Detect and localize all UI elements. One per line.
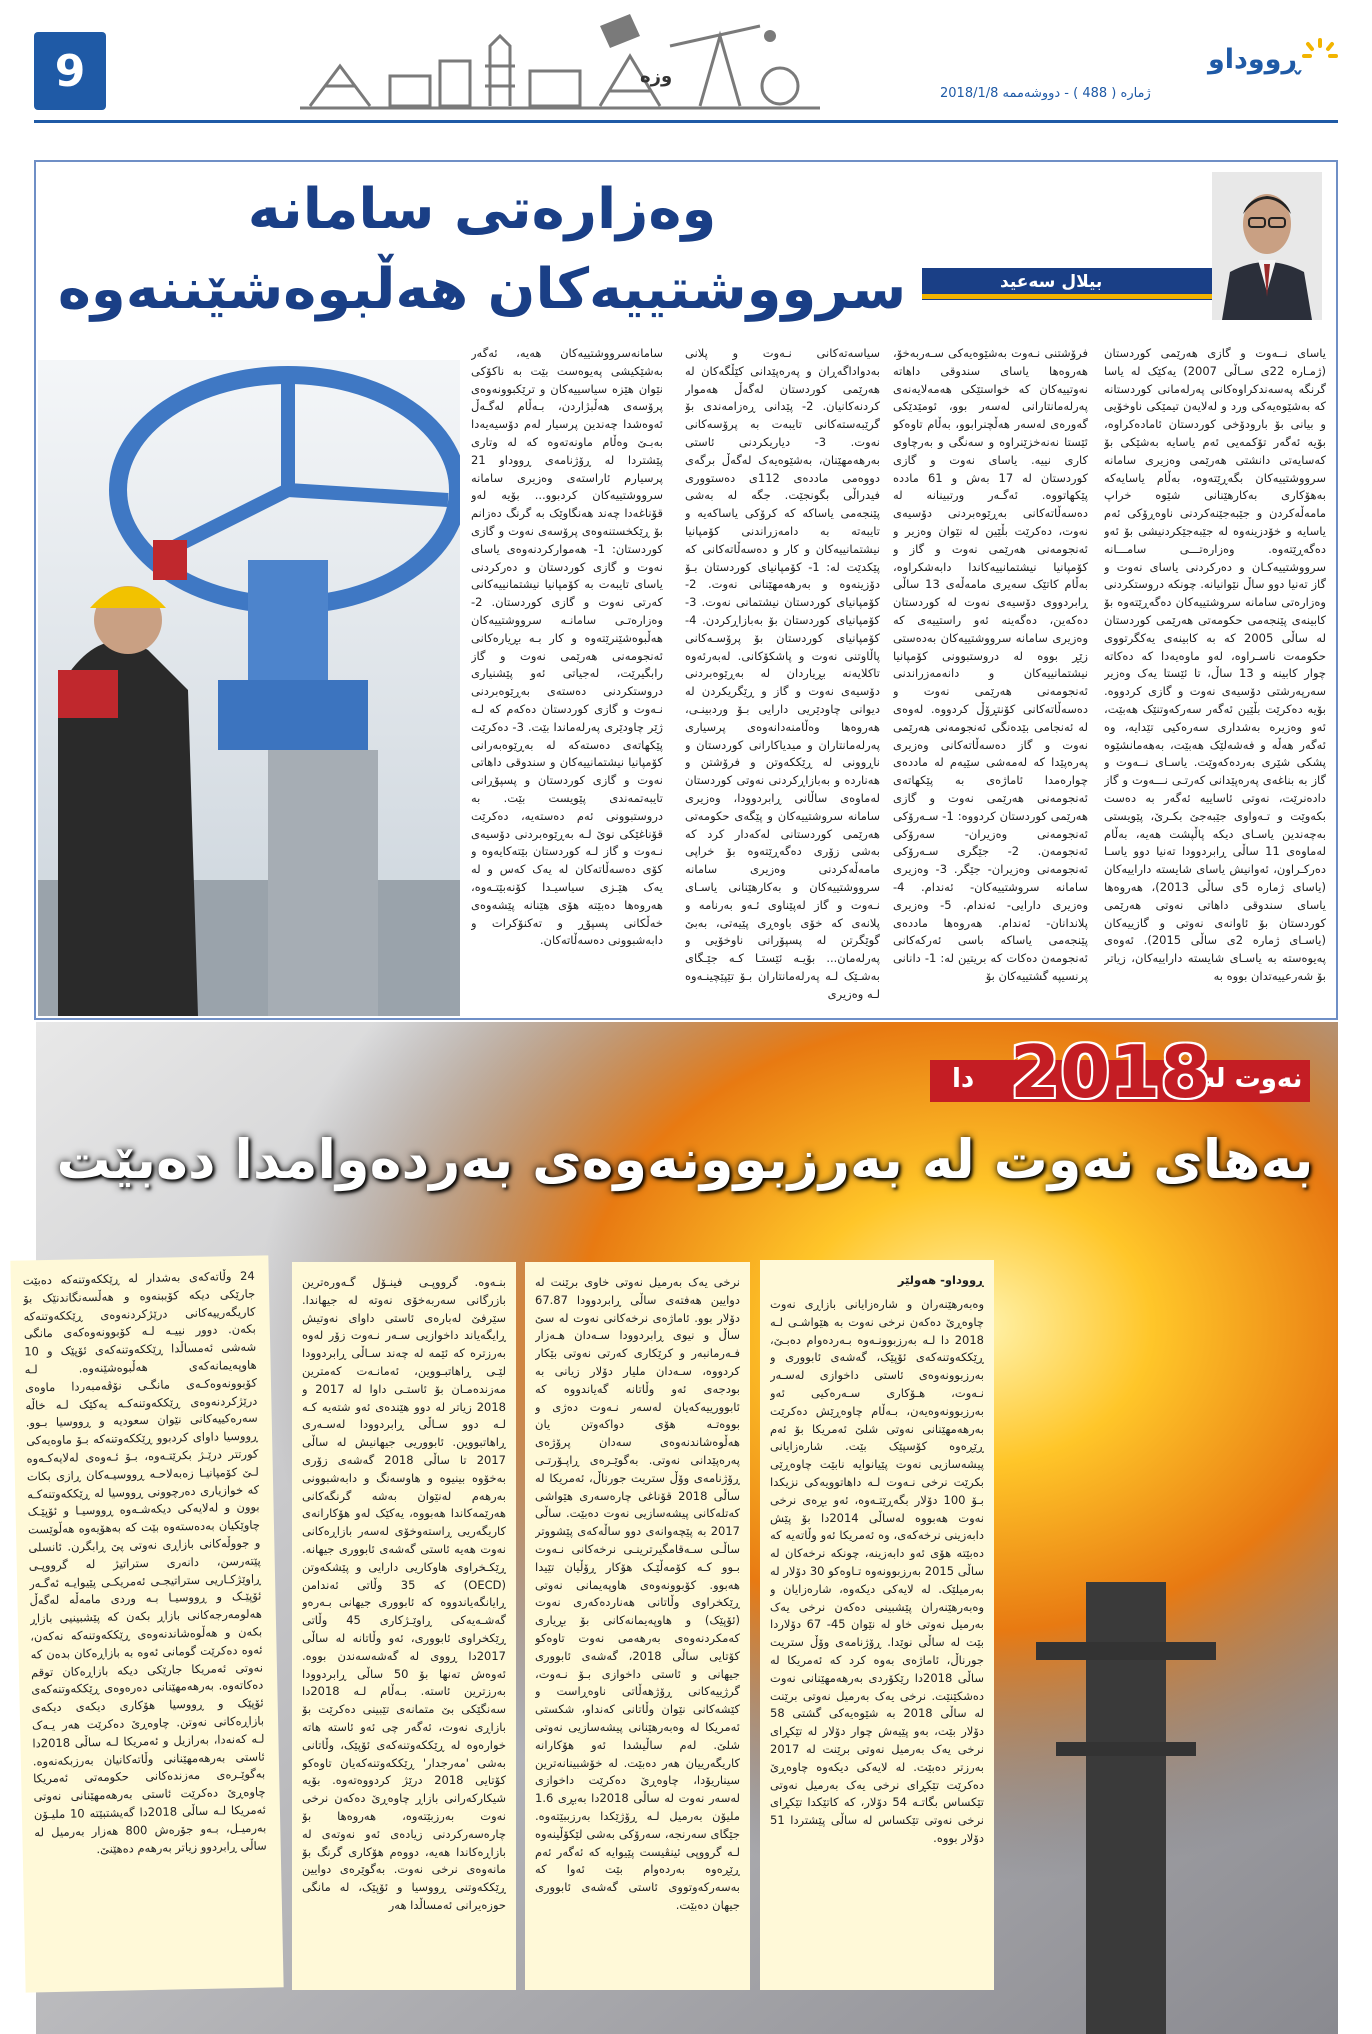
article-1-column-1: یاسای نــەوت و گازی هەرێمی کوردستان (ژمـارە 22ی سـاڵی 2007) یەکێک لە یاسا گرنگە پەسەندکراوەکانی پەرلەمانی کوردستانە کە بەشێوەیەکی ورد و لەلایەن تیمێکی ناوخۆیی و بیانی بۆ بارودۆخی کوردستان ئامادەکراوە، بۆیە ئەگەر تۆکمەیی ئەم یاسایە بەشێکی بۆ کەسایەتی دانشتی هەرێمی وەزیری سامانە سرووشتییەکان بگەڕێتەوە، بەڵام یاسایەکە بەهۆکاری بەکارهێنانی شێوە خراپ مامەڵەکردن و جێبەجێنەکردنی ناوەڕۆکی ئەم یاسایە و خۆدزینەوە لە جێبەجێکردنیشی بۆ ئەو دەگەڕێتەوە. وەزارەتـــی سامـــانە سرووشتییەکـان و دەرکردنی یاسای نەوت و گاز تەنیا دوو ساڵ نێوانیانە. چونکە دروستکردنی وەزارەتی سامانە سروشتییەکان دەگەڕێتەوە بۆ کابینەی پێنجەمی حکومەتی هەرێمی کوردستان لە ساڵی 2005 کە بە کابینەی یەکگرتووی حکومەت ناسـراوە، لەو ماوەیەدا کە دەکاتە چوار کابینە و 13 ساڵ، تا ئێستا یەک وەزیر سەرپەرشتی دۆسیەی نەوت و گازی کردووە. بۆیە دەکرێت بڵێین ئەگەر سەرکەوتنێک هەبێت، ئەو وەزیرە بەشداری سەرەکیی تێدایە، وە ئەگەر هەڵە و فەشەلێک هەبێت، بەهەمانشێوە پشکی شێری بەردەکەوێت. یاسـای نــەوت و گاز بە بناغەی پەرەپێدانی کەرتـی نـــەوت و گاز دادەنرێت، نەوتی ئاساییە ئەگەر بە دەست بکەوێت و تـەواوی جێبەجێ بکـرێ، پێویستی بەچەندین یاسـای دیکە پاڵپشت هەیە، بەڵام لەماوەی 11 ساڵی ڕابردوودا تەنیا دوو یاسـا دەرکـراون، ئەوانیش یاسای شایستە داراییەکان (یاسای ژمارە 5ی ساڵی 2013)، هەروەها یاسای سندوقی داهاتی نەوتی هەرێمی کوردستان بۆ ئاوانەی نەوتی و گازییەکان (یاسـای ژمارە 2ی ساڵی 2015). ئەوەی پەیوەستە بە یاسـای شایستە داراییەکان، زیاتر بۆ شەرعییەتدان بووە بە	[1104, 346, 1326, 983]
article-1-column-2: فرۆشتنی نـەوت بەشێوەیەکی سـەربەخۆ، هەروەها یاسای سندوقی داهاتە نەوتییەکان کە خواستێکی هەمەلایەنەی پەرلەمانتارانی لەسەر بوو، ئومێدێکی گەورەی لەسەر هەڵچنرابوو، بەڵام تاوەکو ئێستا نەنەخزێنراوە و سەنگی و بەرچاوی کاری نییە. یاسای نەوت و گازی کوردستان لە 17 بەش و 61 ماددە پێکهاتووە. ئەگـەر ورتبینانە لە دەسەڵاتەکانی بەڕێوەبردنی دۆسیەی نەوت، دەکرێت بڵێین لە نێوان وەزیر و ئەنجومەنی هەرێمی نەوت و گاز و کۆمپانیا نیشتمانییەکاندا دابەشکراوە، بەڵام کاتێک سەیری مامەڵەی 13 ساڵی ڕابردووی دۆسیەی نەوت لە کوردستان دەکەین، دەگەینە ئەو راستییەی کە وەزیری سامانە سرووشتییەکان بەدەستی زێڕ بووە لە دروستبوونی کۆمپانیا نیشتمانییەکان و دانەمەزراندنی ئەنجومەنی هەرێمی نەوت و دەسەڵاتەکانی کۆنتڕۆڵ کردووە. لەوەی لە ئەنجامی بێدەنگی ئەنجومەنی هەرێمی نەوت و گاز دەسەڵاتەکانی وەزیری پەرەپێدا کە لەمەشی سێیەم لە ماددەی چوارەمدا ئاماژەی بە پێکهاتەی ئەنجومەنی هەرێمی نەوت و گازی هەرێمی کوردستان کردووە: 1- سـەرۆکی ئەنجومەنی وەزیران- سەرۆکی ئەنجومەن. 2- جێگری سـەرۆکی ئەنجومەنی وەزیران- جێگر. 3- وەزیری سامانە سروشتییەکان- ئەندام. 4- وەزیری دارایی- ئەندام. 5- وەزیری پلاندانان- ئەندام. هەروەها ماددەی پێنجەمی یاساکە باسی ئەرکەکانی ئەنجومەن دەکات کە بریتین لە: 1- دانانی پرنسیپە گشتییەکان بۆ	[893, 346, 1088, 983]
header-rule	[34, 120, 1338, 123]
article-2-column-1: وەبەرهێنەران و شارەزایانی بازاڕی نەوت چاوەڕێ دەکەن نرخی نەوت بە هێواشـی لـە 2018 دا لـە بەرزبوونـەوە بـەردەوام دەبـێ، ڕێککەوتنەکەی ئۆپێک، گەشەی ئابووری و بەرزبوونەوەی ئاستی داخوازی لەسـەر نـەوت، هـۆکاری سـەرەکیی ئەو بەرزبوونەوەیەن، بـەڵام چاوەڕێش دەکرێت بەرهەمهێنانی نەوتی شلێ ئەمریکا بۆ ئەم ڕێڕەوە کۆسپێک بێت. شارەزایانی پیشەسازیی نەوت پێیانوایە نابێت چاوەڕێی بکرێت نرخی نـەوت لـە داهاتوویەکی نزیکدا بـۆ 100 دۆلار بگەڕێتـەوە، ئەو بڕەی نرخی نەوت هەبووە لەساڵی 2014دا بۆ پێش دابەزینی نرخەکەی، وە ئەمریکا ئەو وڵاتەیە کە دەبێتە هۆی ئەو دابەزینە، چونکە نرخەکان لە ساڵی 2015 بەرزبوونەوە تـاوەکو 30 دۆلار لە بەرمیلێک. لە لایەکی دیکەوە، شارەزایان و وەبەرهێنەران پێشبینی دەکەن نرخی یەک بەرمیل نەوتی خاو لە نێوان 45- 67 دۆلاردا بێت لە ساڵی نوێدا. ڕۆژنامەی وۆڵ ستریت جورناڵ، ئاماژەی بەوە کرد کە ئەمریکا لە ساڵی 2018دا رێکۆردی بەرهەمهێنانی نەوت دەشکێنێت. نرخی یەک بەرمیل نەوتی برێنت لە ساڵی 2018 بە شێوەیەکی گشتی 58 دۆلار بێت، بەو پێیەش چوار دۆلار لە تێکڕای نرخی یەک بەرمیل نەوتی برێنت لە 2017 بەرزتر دەبێت. لە لایەکی دیکەوە چاوەڕێ دەکرێت تێکڕای نرخی یەک بەرمیل نەوتی تێکساس بگاتـە 54 دۆلار، کە کاتێکدا تێکڕای نرخی نەوتی تێکساس لە ساڵی پێشتردا 51 دۆلار بووە.	[770, 1297, 984, 1845]
article-2-byline: ڕووداو- هەولێر	[897, 1273, 984, 1287]
section-label: وزه	[640, 66, 673, 87]
author-name: بیلال سەعید	[1000, 272, 1103, 292]
article-2-column-3: بنـەوە. گرووپـی فینـۆل گـەورەترین بازرگانی سەربەخۆی نەوتە لە جیهاندا. سێرفێ لەبارەی ئاستی داوای نەوتیش ڕایگەیاند داخوازیی سـەر نـەوت زۆر لەوە بەرزترە کە ئێمە لە چەند سـاڵی ڕابردوودا لێـی ڕاهاتبـووین، ئەمانـەت کەمترین مەزندەمـان بۆ ئاستـی داوا لە 2017 و 2018 زیاتر لە دوو هێندەی ئەو شتەیە کـە لـە دوو سـاڵی ڕابردوودا لەسـەری ڕاهاتبووین. ئابووریی جیهانیش لە ساڵی 2017 تا ساڵی 2018 گەشەی زۆری بەخۆوە بینیوە و هاوسەنگ و دابەشبوونی بەرهەم لەنێوان بەشە گرنگەکانی هەرێمەکاندا هەبووە، یەکێک لەو هۆکارانەی کاریگەریی ڕاستەوخۆی لەسەر بازاڕەکانی نەوت هەیە ئاستی گەشەی ئابووری جیهانە. ڕێکـخراوی هاوکاریی دارایی و پێشکەوتن (OECD) کە 35 وڵاتی ئەندامن ڕایانگەیاندووە کە ئابووری جیهانی بـەرەو گەشـەیەکی ڕاوێـژکاری 45 وڵاتی ڕێکخراوی ئابووری، ئەو وڵاتانە لە ساڵی 2017دا ڕووی لە گەشەسەندن بووە. ئەوەش تەنها بۆ 50 ساڵی ڕابردوودا بەرزترین ئاستە. بـەڵام لـە 2018دا سەنگێکی بێ متمانەی تێبینی دەکرێت بۆ بازاڕی نەوت، ئەگەر چی ئەو ئاستە هاتە خوارەوە لە ڕێککەوتنەکەی ئۆپێک، وڵاتانی بەشی 'مەرجدار' ڕێککەوتنەکەیان تاوەکو کۆتایی 2018 درێژ کردووەتەوە. بۆیە شیکارکەرانی بازاڕ چاوەڕێ دەکەن نرخی نەوت بەرزبێتەوە، هەروەها بۆ چارەسەرکردنی زیادەی ئەو نەوتەی لە بازاڕەکاندا هەیە، دووەم هۆکاری گرنگ بۆ مانەوەی نرخی نەوت. بەگوێرەی دوایین ڕێککەوتنی ڕووسیا و ئۆپێک، لە مانگی حوزەیرانی ئەمساڵدا هەر	[302, 1275, 506, 1912]
article-1-title: وەزارەتی سامانە سرووشتییەکان هەڵبوەشێننەوە	[57, 177, 907, 322]
article-2-tag-suffix: دا	[952, 1064, 975, 1094]
article-2-tag-prefix: نەوت لە	[1200, 1064, 1303, 1094]
article-2-column-4: 24 وڵاتەکەی بەشدار لە ڕێککەوتنەکە دەبێت جارێکی دیکە کۆببنەوە و هەڵسەنگاندنێک بۆ کاریگەرییەکانی درێژکردنەوەی ڕێککەوتنەکە بکەن. دوور نییـە لـە کۆبوونەوەکەی مانگی شەشی ئەمساڵدا ڕێککەوتنەکەی ئۆپێک و 10 هاوپەیمانەکەی هەڵبوەشێنەوە. لـە کۆبوونەوەکـەی مانگـی نۆڤەمبەردا ماوەی درێژکردنەوەی ڕێککەوتنەکـە یەکێک لـە خاڵە سەرەکییەکانی نێوان سعودیە و ڕووسیا بـوو. ڕووسیا داوای کردبوو ڕێککەوتنەکە بـۆ ماوەیەکی کورتتر درێـژ بکرێتـەوە، بـۆ ئـەوەی لەلایەکـەوە لـێ کۆمپانیـا زەبەلاحـە ڕووسیـەکان ڕازی بکات کە خوازیاری دەرچوونی ڕووسیا لە ڕێککەوتنەکـە بوون و لەلایەکی دیکەشـەوە ڕووسیـا و ئۆپێـک چاوێکیان بەدەستەوە بێت کە بەهۆیەوە هەڵوێست و جووڵەکانی بازاڕی نەوتی پێ ڕابگرن. ئانسلی پێتەرسن، دانەری ستراتیژ لە گرووپـی ڕاوێژکـاریی ستراتیجـی ئەمریکـی پێیوایـە ئەگـەر ئۆپێـک و ڕووسیـا بـە وردی مامەڵە لەگەڵ هەلومەرجەکانی بازاڕ بکەن کە پێشبینیی بازاڕ بکەن و هەڵوەشاندنەوەی ڕێککەوتنەکە نەکەن، ئەوە دەکرێت گومانی ئەوە بە بازاڕەکان بدەن کە نەوتی ئەمریکا جارێکی دیکە بازاڕەکان توقم دەکاتەوە. بەرهەمهێنانی دەرەوەی ڕێککەوتنەکەی ئۆپێک و ڕووسیا هۆکاری دیکەی دیکەی بازاڕەکانی نەوتن. چاوەڕێ دەکرێت هەر یـەک لـە کەنەدا، بەرازیل و ئەمریکا لـە ساڵی 2018دا ئاستی بەرهەمهێنانی وڵاتەکانیان بەرزبکەنەوە. بەگوێـرەی مەزندەکانی حکومەتی ئەمریکا چاوەڕێ دەکرێت ئاستی بەرهەمهێنانی نەوتی ئەمریکا لـە ساڵی 2018دا گەیشتبێتە 10 ملیـۆن بەرمیـل، بـەو جۆرەش 800 هەزار بەرمیل لە ساڵی ڕابردوو زیاتر بەرهەم دەهێنێ.	[22, 1268, 267, 1856]
article-2-box-1	[760, 1260, 994, 1990]
page-number: 9	[34, 32, 106, 110]
article-2-box-4	[10, 1255, 283, 1992]
article-1-column-3: سیاسەتەکانی نـەوت و پلانی بەدواداگەڕان و پەرەپێدانی کێڵگەکان لە هەرێمی کوردستان لەگەڵ هەموار کردنەکانیان. 2- پێدانی ڕەزامەندی بۆ گرێبەستەکانی تایبەت بە پرۆسەکانی نەوت. 3- دیاریکردنی ئاستی بەرهەمهێنان، بەشێوەیەک لەگەڵ برگەی دووەمی ماددەی 112ی دەستووری فیدراڵی بگونجێت. جگە لە بەشی پێنجەمی یاساکە کە کرۆکی یاساکەیە و تایبەتە بە دامەزراندنی کۆمپانیا نیشتمانییەکان و کار و دەسەڵاتەکانی کە پێکدێت لە: 1- کۆمپانیای کوردستان بـۆ دۆزینەوە و بەرهەمهێنانی نەوت. 2- کۆمپانیای کوردستان نیشتمانی نەوت. 3- کۆمپانیای کوردستان بۆ بەبازاڕکردن. 4- کۆمپانیای کوردستان بۆ پرۆسـەکانی پاڵاوتنی نەوت و پاشکۆکانی. لەبەرئەوە تاکلایەنە بڕیاردان لە بەڕێوەبردنی دۆسیەی نەوت و گاز و ڕێگریکردن لە دیوانی چاودێریی دارایی بـۆ وردبینـی، هەروەها وەڵامنەدانەوەی پرسیاری پەرلەمانتاران و میدیاکارانی کوردستان و ناڕوونی لە ڕێککەوتن و فرۆشتن و هەناردە و بەبازاڕکردنی نەوتی کوردستان لەماوەی ساڵانی ڕابردوودا، وەزیری سامانە سروشتییەکان و پێگەی حکومەتی هەرێمی کوردستانی لەکەدار کرد کە بەشی زۆری دەگەڕێتەوە بۆ خراپی مامەڵەکردنی وەزیری سامانە سرووشتییەکان و بەکارهێنانی یاسـای نـەوت و گاز لەپێناوی ئـەو بەرنامە و پلانەی کە خۆی باوەڕی پێیەتی، بەبێ گوێگرتن لە پسپۆرانی ناوخۆیی و پەرلەمان... بۆیـە ئێستـا کـە جێـگای بەشـێک لـە پەرلەمانتاران بـۆ تێپێچینـەوە لـە وەزیری	[685, 346, 880, 1001]
article-2-box-3	[292, 1262, 516, 1990]
logo-mark-icon	[1300, 36, 1340, 76]
author-photo	[1212, 172, 1322, 320]
article-2-box-2	[525, 1262, 750, 1990]
article-2-column-2: نرخی یەک بەرمیل نەوتی خاوی برێنت لە دوایین هەفتەی ساڵی ڕابردوودا 67.87 دۆلار بوو. ئاماژەی نرخەکانی نەوت لە سێ ساڵ و نیوی ڕابردوودا سـەدان هـەزار فـەرمانبەر و کرێکاری کەرتی نەوتی بێکار کردووە، سـەدان ملیار دۆلار زیانی بە بودجەی ئەو وڵاتانە گەیاندووە کە ئابوورییەکەیان لەسەر نـەوت دەژی و بووەتـە هۆی دواکەوتن یان هەڵوەشاندنەوەی سەدان پرۆژەی پەرەپێدانی نەوتی. بەگوێـرەی ڕاپـۆرتـی ڕۆژنامەی وۆڵ ستریت جورناڵ، ئەمریکا لە ساڵی 2018 قۆناغی چارەسەری هێواشی کەتلەکانی پیشەسازیی نەوت دەبێت. ساڵی 2017 بە پێچەوانەی دوو ساڵەکەی پێشووتر ساڵـی سـەقامگیرترینـی نرخەکانی نـەوت بـوو کـە کۆمەڵێـک هۆکار ڕۆڵیان تێیدا هەبوو. کۆبوونەوەی هاوپەیمانی نەوتی ڕێکخراوی وڵاتانی هەناردەکەری نەوت (ئۆپێک) و هاوپەیمانەکانی بۆ بڕیاری کەمکردنەوەی بەرهەمی نەوت تاوەکو کۆتایی ساڵی 2018، گەشەی ئابووری جیهانی و ئاستی داخوازی بـۆ نـەوت، گرژییەکانی ڕۆژهەڵاتی ناوەڕاست و کێشەکانی نێوان وڵاتانی کەنداو، شکستی ئەمریکا لە وەبەرهێنانی پیشەسازیی نەوتی شلێ. لەم ساڵیشدا ئەو هۆکارانە کاریگەرییان هەر دەبێت. لە خۆشبینانەترین سیناریۆدا، چاوەڕێ دەکرێت داخوازی لەسەر نەوت لە ساڵی 2018دا بەبڕی 1.6 ملیۆن بەرمیل لـە ڕۆژێکدا بەرزببێتەوە. جێگای سەرنجە، سەرۆکی بەشی لێکۆڵینەوە لـە گرووپی ئینڤیست پێیوایە کە ئەگەر ئەم ڕێڕەوە بەردەوام بێت ئەوا کە بەسەرکەوتووی ئاستی گەشەی ئابووری جیهان دەبێت.	[535, 1275, 740, 1912]
article-2-tag-year: 2018	[1010, 1030, 1211, 1114]
rudaw-logo: ڕووداو	[1208, 44, 1300, 75]
oil-industry-skyline-icon	[300, 6, 820, 112]
valve-worker-photo	[38, 360, 460, 1016]
article-2-title: بەهای نەوت لە بەرزبوونەوەی بەردەوامدا دەبێت	[56, 1128, 1314, 1191]
issue-info: ژماره ( 488 ) - دووشەممە 2018/1/8	[940, 86, 1151, 101]
author-bar-accent	[922, 294, 1222, 299]
article-1-column-4: سامانەسرووشتییەکان هەیە، ئەگەر بەشێکیشی پەیوەست بێت بە ناکۆکی نێوان هێزە سیاسییەکان و ترێکبوونەوەی پرۆسەی هەڵبژاردن، بـەڵام لەگـەڵ ئەوەشدا چەندین پرسیار لەم دۆسیەیەدا بەبـێ وەڵام ماونەتەوە کە لە وتاری پێشتردا لە ڕۆژنامەی ڕووداو 21 پرسیارم ئاراستەی وەزیری سامانە سرووشتییەکان کردبوو... بۆیە لەو قۆناغەدا چەند هەنگاوێک بە گرنگ دەزانم بۆ ڕێکخستنەوەی پرۆسەی نەوت و گازی کوردستان: 1- هەموارکردنەوەی یاسای نەوت و گازی کوردستان و دەرکردنی یاسای تایبەت بە کۆمپانیا نیشتمانییەکانی کەرتی نەوت و گازی کوردستان. 2- وەزارەتـی سامانـە سرووشتییەکان هەڵبوەشێنرێتەوە و کار بـە بڕیارەکانی ئەنجومەنی هەرێمی نەوت و گاز رابگیرێت، لەجیاتی ئەو پێشنیاری دروستکردنی دەستەی بەڕێوەبردنی نـەوت و گازی کوردستان دەکەم کە لـە ژێر چاودێری پەرلەماندا بێت. 3- دەکرێت پێکهاتەی دەستەکە لە بەڕێوەبەرانی کۆمپانیا نیشتمانییەکان و سندوقی داهاتی نەوت و گازی کوردستان و پسپۆڕانی تایبەتمەندی پێویست بێت. بە دروستبوونی ئەم دەستەیە، دەکرێت قۆناغێکی نوێ لـە بەڕێوەبردنی دۆسیەی نـەوت و گاز لـە کوردستان بێتەکایەوە و کۆی دەسەڵاتەکان لە یەک کەس و لە یەک هێـزی سیاسیـدا کۆنەبێتـەوە، هەروەها دەبێتە هۆی هێنانە پێشەوەی خەڵکانی پسپۆڕ و تەکنۆکرات و دابەشبوونی دەسەڵاتەکان.	[471, 346, 663, 948]
